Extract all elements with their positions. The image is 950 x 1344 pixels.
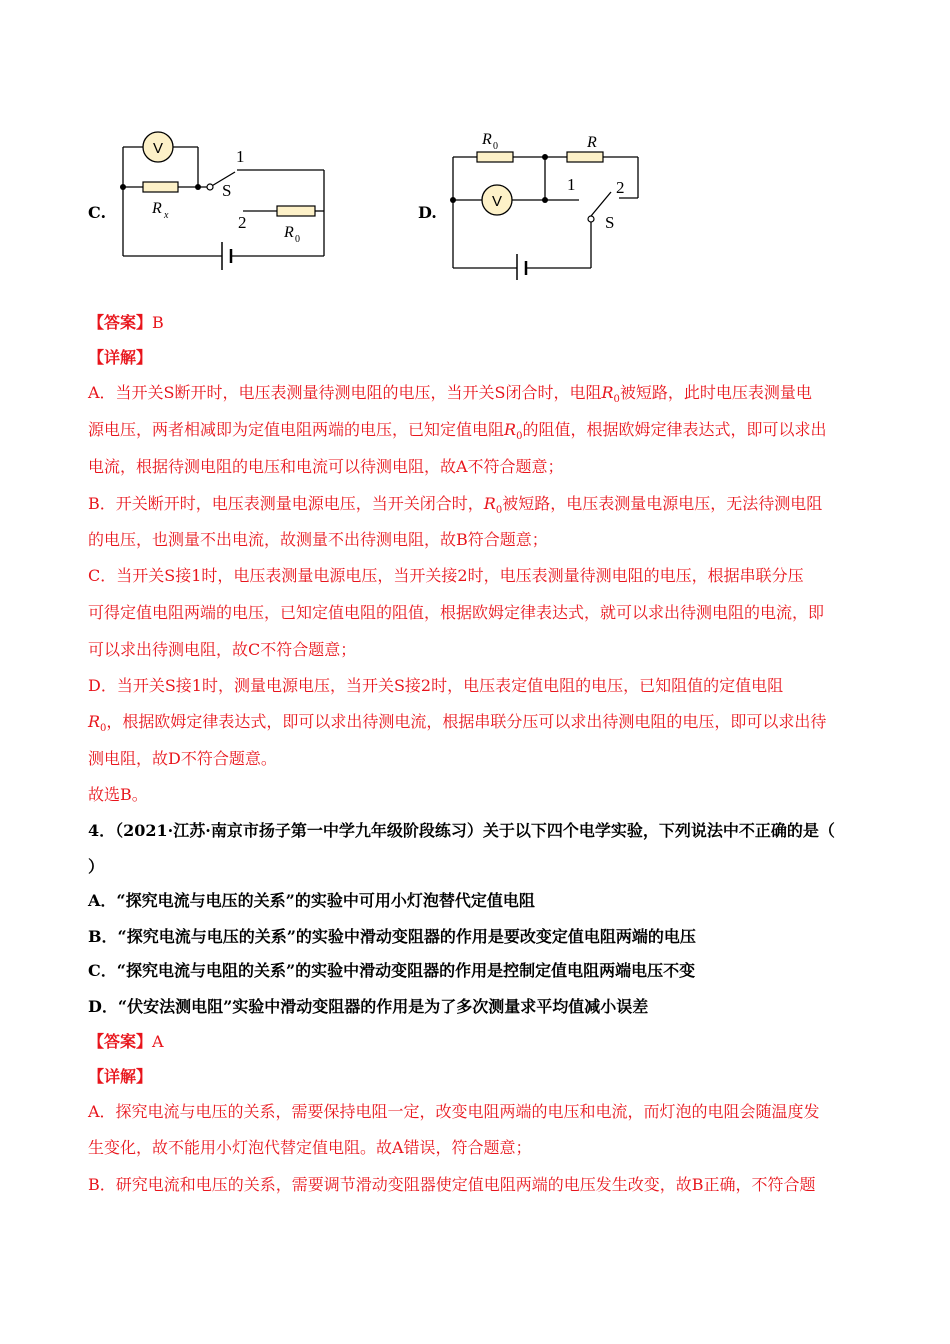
detail-label: 【详解】: [88, 348, 153, 367]
q4-answer: [88, 1032, 164, 1052]
answer-label: 【答案】: [88, 1032, 153, 1051]
r-label: R: [587, 134, 597, 151]
circuit-diagram-d: [445, 120, 655, 275]
junction-dot: [450, 197, 456, 203]
switch-position-1: 1: [236, 147, 245, 166]
resistor-r0: [477, 152, 513, 162]
q3-detail-line: 的电压，也测量不出电流，故测量不出待测电阻，故B符合题意；: [88, 530, 548, 549]
junction-dot: [542, 154, 548, 160]
voltmeter-symbol: V: [491, 193, 503, 210]
q3-detail-line: $R_0$，根据欧姆定律表达式，即可以求出待测电流，根据串联分压可以求出待测电阻的电压，即可以求出待: [88, 712, 827, 735]
option-c-label: C.: [88, 203, 107, 222]
q4-detail-line: B．研究电流和电压的关系，需要调节滑动变阻器使定值电阻两端的电压发生改变，故B正确，不符合题: [88, 1175, 816, 1194]
q3-detail-line: 可以求出待测电阻，故C不符合题意；: [88, 640, 357, 659]
q3-detail-line: 可得定值电阻两端的电压，已知定值电阻的阻值，根据欧姆定律表达式，就可以求出待测电阻的电流，即: [88, 603, 825, 622]
detail-label: 【详解】: [88, 1067, 153, 1086]
junction-dot: [542, 197, 548, 203]
q4-detail-line: A．探究电流与电压的关系，需要保持电阻一定，改变电阻两端的电压和电流，而灯泡的电阻会随温度发: [88, 1102, 820, 1121]
r0-subscript: 0: [493, 141, 498, 152]
switch-position-2: 2: [238, 213, 247, 232]
q3-detail-line: 电流，根据待测电阻的电压和电流可以待测电阻，故A不符合题意；: [88, 457, 564, 476]
r0-label: R: [482, 131, 492, 148]
answer-value: B: [152, 313, 164, 332]
q4-option-c: C．“探究电流与电阻的关系”的实验中滑动变阻器的作用是控制定值电阻两端电压不变: [88, 961, 696, 980]
q3-conclusion: 故选B。: [88, 785, 148, 804]
q3-detail-heading: [88, 348, 152, 368]
q3-detail-line: 源电压，两者相减即为定值电阻两端的电压，已知定值电阻$R_0$的阻值，根据欧姆定律表达式，即可以求出: [88, 420, 827, 443]
resistor-r: [567, 152, 603, 162]
q3-detail-line: D．当开关S接1时，测量电源电压，当开关S接2时，电压表定值电阻的电压，已知阻值的定值电阻: [88, 676, 784, 695]
switch-pivot: [207, 184, 213, 190]
q4-stem-end: ）: [88, 857, 105, 876]
q4-option-a: A．“探究电流与电压的关系”的实验中可用小灯泡替代定值电阻: [88, 891, 535, 910]
junction-dot: [120, 184, 126, 190]
option-d-label: D.: [418, 203, 437, 222]
q4-option-b: B．“探究电流与电压的关系”的实验中滑动变阻器的作用是要改变定值电阻两端的电压: [88, 927, 696, 946]
switch-position-1: 1: [567, 175, 576, 194]
junction-dot: [195, 184, 201, 190]
q3-detail-line: 测电阻，故D不符合题意。: [88, 749, 277, 768]
q4-detail-heading: [88, 1067, 152, 1087]
q4-stem: 4．（2021·江苏·南京市扬子第一中学九年级阶段练习）关于以下四个电学实验，下列说法中不正确的是（: [88, 821, 835, 840]
resistor-r0: [277, 206, 315, 216]
switch-position-2: 2: [616, 178, 625, 197]
r0-subscript: 0: [295, 234, 300, 245]
q3-detail-line: B．开关断开时，电压表测量电源电压，当开关闭合时，$R_0$被短路，电压表测量电源电压，无法待测电阻: [88, 494, 823, 517]
q4-detail-line: 生变化，故不能用小灯泡代替定值电阻。故A错误，符合题意；: [88, 1138, 532, 1157]
switch-label: S: [222, 181, 232, 200]
answer-value: A: [152, 1032, 164, 1051]
rx-label: R: [152, 200, 162, 217]
switch-label: S: [605, 213, 615, 232]
rx-subscript: x: [164, 210, 169, 221]
q4-option-d: D．“伏安法测电阻”实验中滑动变阻器的作用是为了多次测量求平均值减小误差: [88, 997, 649, 1016]
q3-answer: [88, 313, 164, 333]
resistor-rx: [143, 182, 178, 192]
q3-detail-line: C．当开关S接1时，电压表测量电源电压，当开关接2时，电压表测量待测电阻的电压，根据串联分压: [88, 566, 804, 585]
switch-pivot: [588, 216, 594, 222]
answer-label: 【答案】: [88, 313, 153, 332]
q3-detail-line: A．当开关S断开时，电压表测量待测电阻的电压，当开关S闭合时，电阻$R_0$被短路，此时电压表测量电: [88, 383, 812, 406]
r0-label: R: [284, 224, 294, 241]
circuit-diagram-c: [110, 120, 340, 270]
voltmeter-symbol: V: [152, 140, 164, 157]
